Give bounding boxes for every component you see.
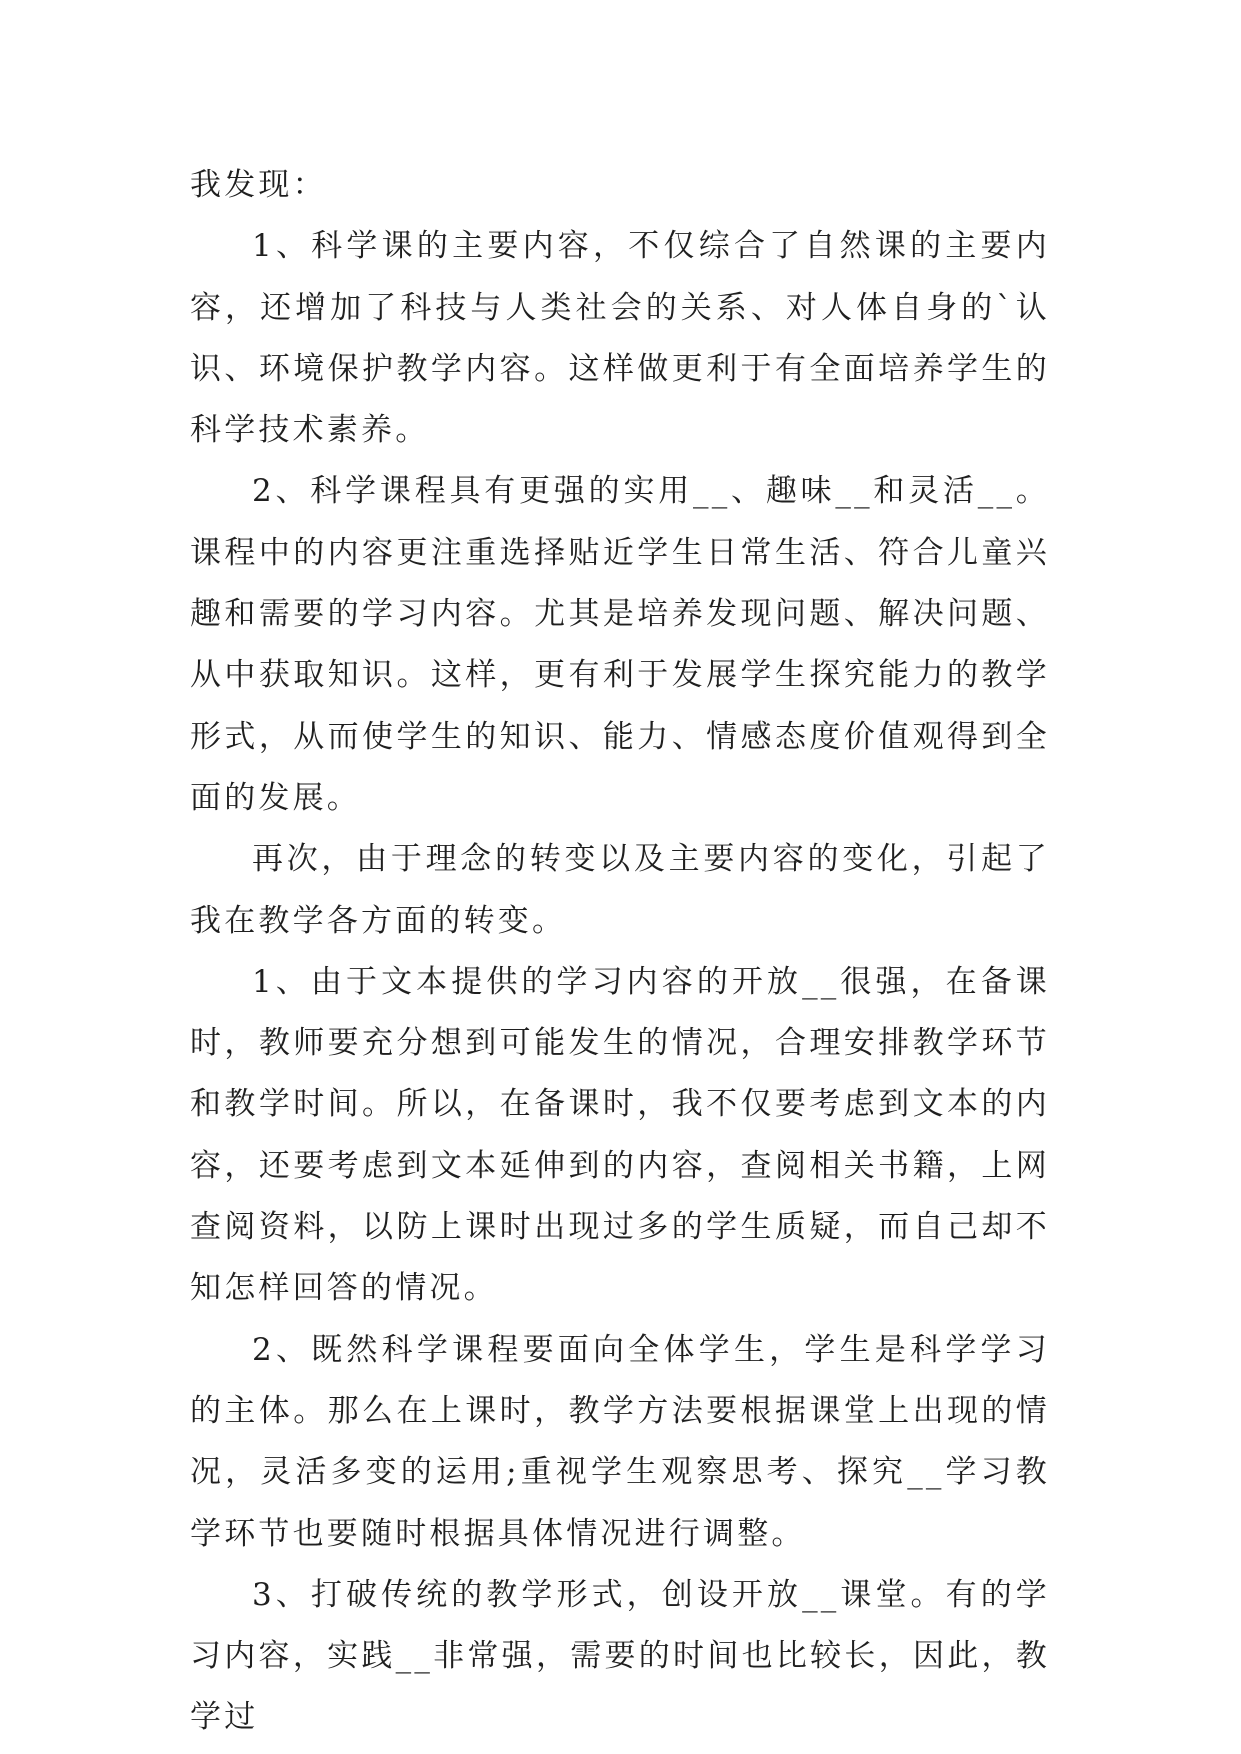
paragraph-transition: 再次，由于理念的转变以及主要内容的变化，引起了我在教学各方面的转变。 [190, 841, 1050, 939]
document-body [190, 155, 1050, 1749]
paragraph-finding-2: 2、科学课程具有更强的实用__、趣味__和灵活__。课程中的内容更注重选择贴近学生日常生活、符合儿童兴趣和需要的学习内容。尤其是培养发现问题、解决问题、从中获取知识。这样，更有利于发展学生探究能力的教学形式，从而使学生的知识、能力、情感态度价值观得到全面的发展。 [190, 473, 1050, 816]
paragraph-intro: 我发现： [190, 167, 327, 203]
paragraph-finding-1: 1、科学课的主要内容，不仅综合了自然课的主要内容，还增加了科技与人类社会的关系、对人体自身的`认识、环境保护教学内容。这样做更利于有全面培养学生的科学技术素养。 [190, 228, 1050, 449]
paragraph-change-3: 3、打破传统的教学形式，创设开放__课堂。有的学习内容，实践__非常强，需要的时间也比较长，因此，教学过 [190, 1576, 1050, 1736]
paragraph-change-2: 2、既然科学课程要面向全体学生，学生是科学学习的主体。那么在上课时，教学方法要根据课堂上出现的情况，灵活多变的运用;重视学生观察思考、探究__学习教学环节也要随时根据具体情况进行调整。 [190, 1331, 1050, 1552]
paragraph-change-1: 1、由于文本提供的学习内容的开放__很强，在备课时，教师要充分想到可能发生的情况，合理安排教学环节和教学时间。所以，在备课时，我不仅要考虑到文本的内容，还要考虑到文本延伸到的内容，查阅相关书籍，上网查阅资料，以防上课时出现过多的学生质疑，而自己却不知怎样回答的情况。 [190, 963, 1050, 1307]
